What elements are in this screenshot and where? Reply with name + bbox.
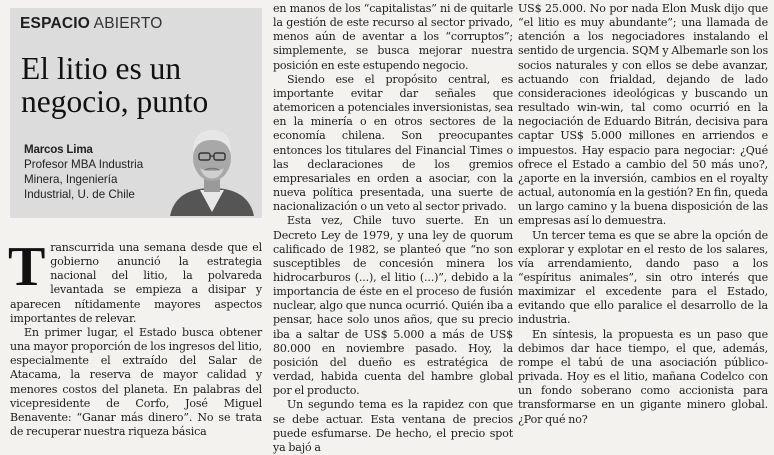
paragraph-6: Un segundo tema es la rapidez con que se debe actuar. Esta ventana de precios puede esfumarse. De hecho, el precio spot ya bajó a: [273, 398, 513, 454]
paragraph-3: en manos de los “capitalistas” ni de quitarle la gestión de este recurso al sector privado, menos aún de aventar a los “corruptos”; simplemente, se busca mejorar nuestra posición en este estupendo negocio.: [273, 2, 513, 72]
column-3-text: [518, 2, 768, 427]
paragraph-5: Esta vez, Chile tuvo suerte. En un Decreto Ley de 1979, y una ley de quorum calificado de 1982, se planteó que “no son susceptibles de concesión minera los hidrocarburos (...), el litio (...)”, debido a la importancia de éste en el proceso de fusión nuclear, algo que nunca ocurrió. Quién iba a pensar, hace solo unos años, que su precio iba a saltar de US$ 5.000 a más de US$ 80.000 en noviembre pasado. Hoy, la posición del dueño es estratégica de verdad, habida cuenta del hambre global por el producto.: [273, 214, 513, 398]
paragraph-1-text: ranscurrida una semana desde que el gobierno anunció la estrategia nacional del litio, la polvareda levantada se empieza a disipar y aparecen nítidamente mayores aspectos importantes de relevar.: [10, 241, 262, 325]
paragraph-4: Siendo ese el propósito central, es importante evitar dar señales que atemoricen a potenciales inversionistas, sea en la minería o en otros sectores de la economía chilena. Son preocupantes entonces los titulares del Financial Times o las declaraciones de los gremios empresariales en orden a asociar, con la nueva política presentada, una suerte de nacionalización o un veto al sector privado.: [273, 72, 513, 214]
section-label-light: ABIERTO: [93, 15, 163, 32]
paragraph-8: Un tercer tema es que se abre la opción de explorar y explotar en el resto de los salares, vía arrendamiento, dando paso a los “espíritus animales”, sin otro interés que maximizar el excedente para el Estado, evitando que ello paralice el desarrollo de la industria.: [518, 228, 768, 327]
author-portrait: [166, 120, 258, 216]
section-label: [20, 15, 163, 33]
paragraph-9: En síntesis, la propuesta es un paso que debimos dar hace tiempo, el que, además, rompe el tabú de una asociación público-privada. Hoy es el litio, mañana Codelco con un fondo soberano como accionista para transformarse en un gigante minero global. ¿Por qué no?: [518, 327, 768, 426]
column-2-text: [273, 2, 513, 455]
paragraph-1: [8, 236, 262, 326]
section-label-strong: ESPACIO: [20, 15, 91, 32]
column-1-text: [8, 236, 262, 439]
author-role-2: Minera, Ingeniería: [24, 173, 118, 186]
headline: El litio es un negocio, punto: [21, 51, 209, 119]
paragraph-2: En primer lugar, el Estado busca obtener una mayor proporción de los ingresos del litio, especialmente el extraído del Salar de Atacama, la reserva de mayor calidad y menores costos del planeta. En palabras del vicepresidente de Corfo, José Miguel Benavente: “Ganar más dinero”. No se trata de recuperar nuestra riqueza básica: [10, 325, 262, 439]
author-role-1: Profesor MBA Industria: [24, 158, 144, 171]
paragraph-7: US$ 25.000. No por nada Elon Musk dijo que “el litio es muy abundante”; una llamada de atención a los negociadores instalando el sentido de urgencia. SQM y Albemarle son los socios naturales y con ellos se debe avanzar, actuando con frialdad, dejando de lado consideraciones ideológicas y buscando un resultado win-win, tal como ocurrió en la negociación de Eduardo Bitrán, decisiva para captar US$ 5.000 millones en arriendos e impuestos. Hay espacio para negociar: ¿Qué ofrece el Estado a cambio del 50 más uno?, ¿aporte en la inversión, cambios en el royalty actual, autonomía en la gestión? En fin, queda un largo camino y la buena disposición de las empresas así lo demuestra.: [518, 2, 768, 228]
byline: [24, 142, 164, 202]
drop-cap: T: [8, 236, 46, 298]
author-role-3: Industrial, U. de Chile: [24, 188, 135, 201]
author-name: Marcos Lima: [24, 143, 93, 156]
